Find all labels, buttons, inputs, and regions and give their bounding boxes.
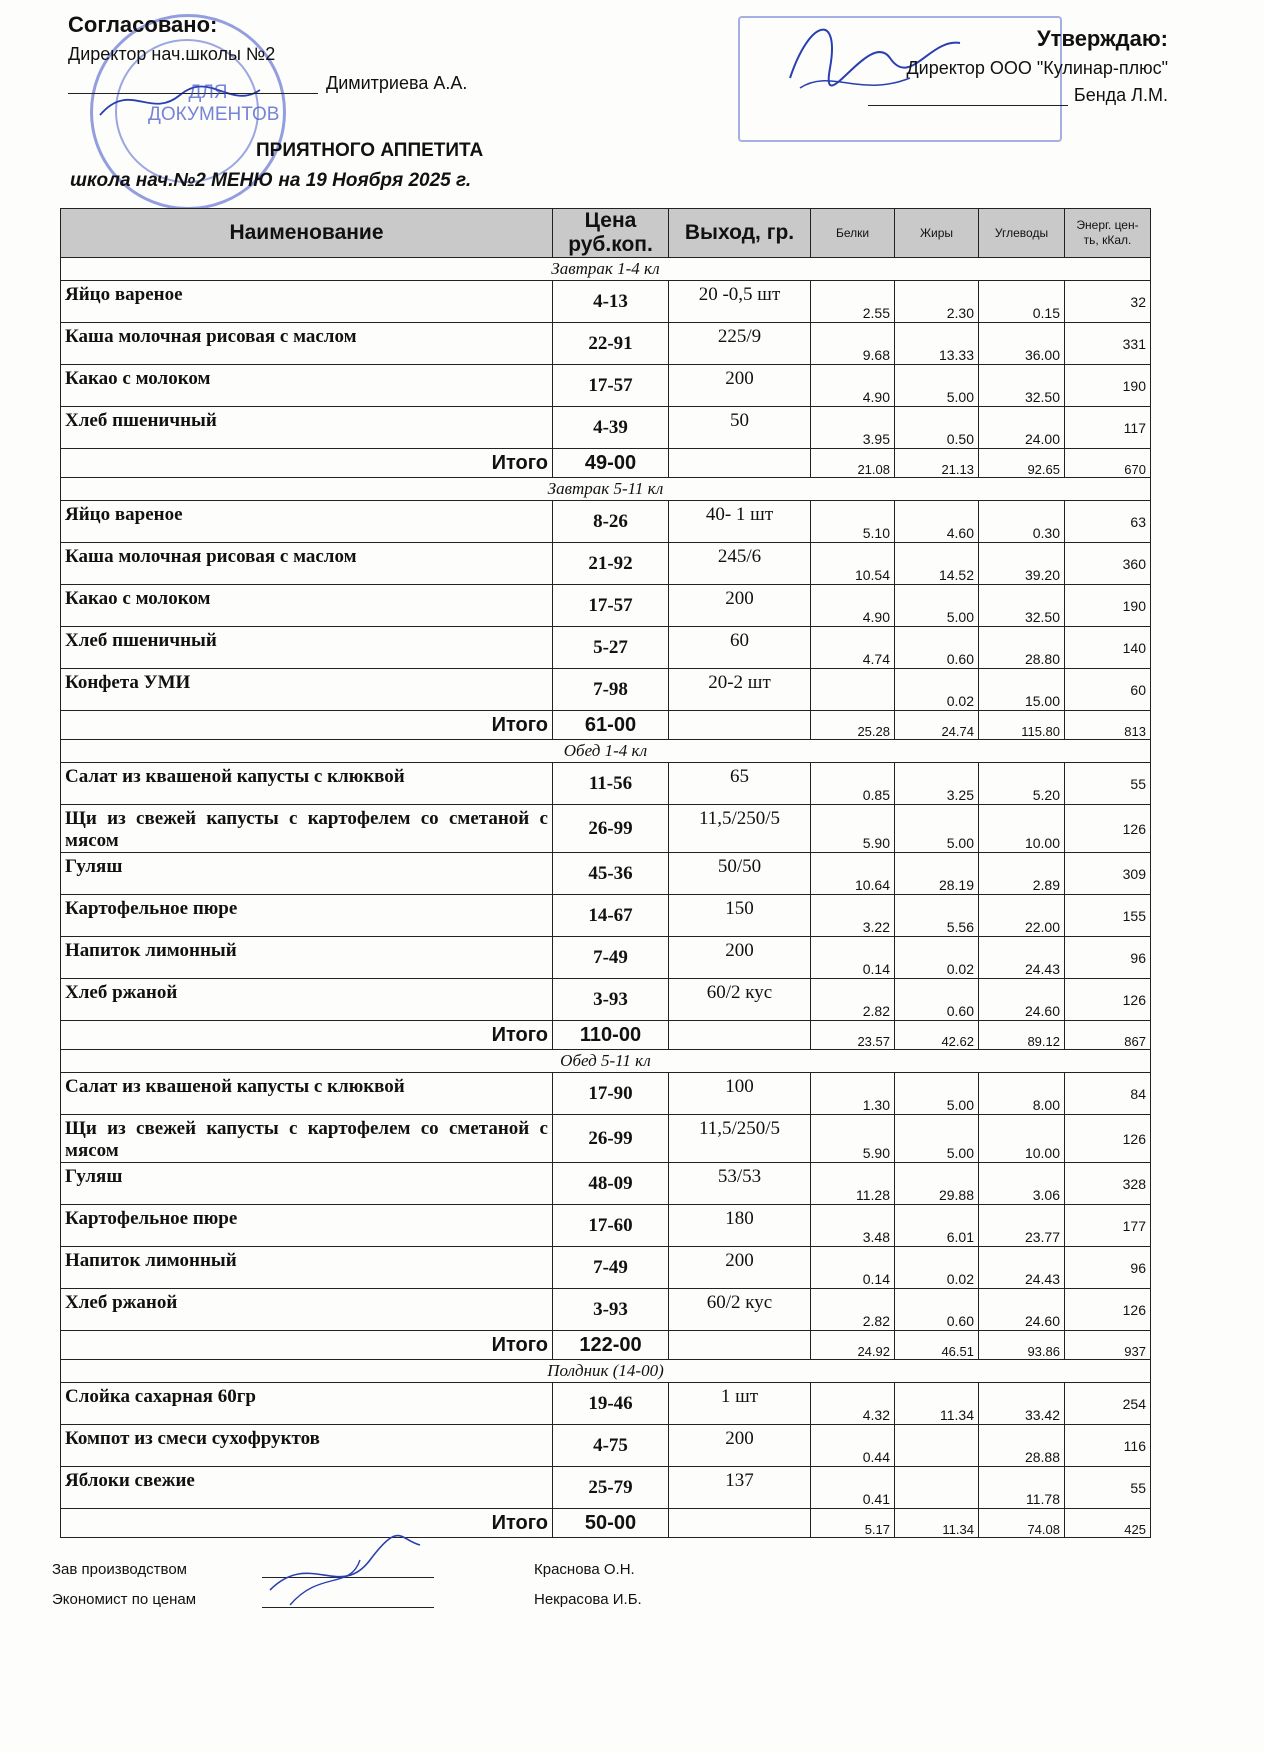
dish-proteins: 5.90 (811, 1115, 895, 1163)
approval-left-title: Согласовано: (68, 12, 218, 37)
total-fats: 21.13 (895, 449, 979, 478)
dish-carbs: 2.89 (979, 853, 1065, 895)
footer-role: Зав производством (52, 1561, 187, 1578)
dish-output: 225/9 (669, 323, 811, 365)
dish-energy: 254 (1065, 1383, 1151, 1425)
dish-carbs: 39.20 (979, 543, 1065, 585)
dish-energy: 190 (1065, 585, 1151, 627)
total-row (61, 1331, 1151, 1360)
dish-output: 50/50 (669, 853, 811, 895)
dish-carbs: 23.77 (979, 1205, 1065, 1247)
total-fats: 24.74 (895, 711, 979, 740)
dish-name: Хлеб пшеничный (61, 407, 553, 449)
approval-left-name: Димитриева А.А. (326, 73, 468, 93)
dish-output: 50 (669, 407, 811, 449)
dish-fats: 2.30 (895, 281, 979, 323)
total-carbs: 92.65 (979, 449, 1065, 478)
dish-energy: 84 (1065, 1073, 1151, 1115)
dish-proteins: 9.68 (811, 323, 895, 365)
dish-output: 11,5/250/5 (669, 805, 811, 853)
dish-fats (895, 1425, 979, 1467)
total-energy: 670 (1065, 449, 1151, 478)
dish-fats: 0.60 (895, 1289, 979, 1331)
table-row (61, 1383, 1151, 1425)
dish-carbs: 24.43 (979, 937, 1065, 979)
dish-proteins: 10.54 (811, 543, 895, 585)
dish-price: 7-49 (553, 1247, 669, 1289)
dish-energy: 126 (1065, 1289, 1151, 1331)
dish-carbs: 5.20 (979, 763, 1065, 805)
approval-right-position: Директор ООО "Кулинар-плюс" (906, 58, 1168, 78)
dish-name: Каша молочная рисовая с маслом (61, 323, 553, 365)
approval-left-position: Директор нач.школы №2 (68, 44, 276, 64)
dish-carbs: 24.43 (979, 1247, 1065, 1289)
dish-energy: 328 (1065, 1163, 1151, 1205)
dish-price: 17-57 (553, 365, 669, 407)
footer-name: Краснова О.Н. (534, 1561, 635, 1578)
total-label: Итого (61, 711, 553, 740)
dish-proteins: 11.28 (811, 1163, 895, 1205)
dish-carbs: 28.80 (979, 627, 1065, 669)
dish-proteins: 4.90 (811, 365, 895, 407)
total-proteins: 25.28 (811, 711, 895, 740)
dish-fats: 0.02 (895, 669, 979, 711)
stamp-text: ДЛЯ ДОКУМЕНТОВ (148, 82, 280, 125)
dish-name: Конфета УМИ (61, 669, 553, 711)
table-row (61, 627, 1151, 669)
dish-name: Напиток лимонный (61, 1247, 553, 1289)
dish-energy: 155 (1065, 895, 1151, 937)
dish-price: 8-26 (553, 501, 669, 543)
total-label: Итого (61, 1509, 553, 1538)
dish-proteins: 5.10 (811, 501, 895, 543)
col-output: Выход, гр. (669, 209, 811, 258)
total-carbs: 89.12 (979, 1021, 1065, 1050)
dish-proteins: 1.30 (811, 1073, 895, 1115)
dish-price: 5-27 (553, 627, 669, 669)
dish-energy: 55 (1065, 1467, 1151, 1509)
table-row (61, 979, 1151, 1021)
total-carbs: 93.86 (979, 1331, 1065, 1360)
section-row (61, 1360, 1151, 1383)
col-carbs: Углеводы (979, 209, 1065, 258)
dish-output: 200 (669, 1425, 811, 1467)
table-row (61, 805, 1151, 853)
total-row (61, 1509, 1151, 1538)
dish-fats: 5.00 (895, 805, 979, 853)
dish-fats: 5.00 (895, 1073, 979, 1115)
dish-output: 40- 1 шт (669, 501, 811, 543)
total-price: 122-00 (553, 1331, 669, 1360)
table-row (61, 1247, 1151, 1289)
dish-energy: 126 (1065, 979, 1151, 1021)
dish-output: 60/2 кус (669, 1289, 811, 1331)
dish-output: 137 (669, 1467, 811, 1509)
dish-output: 150 (669, 895, 811, 937)
dish-carbs: 8.00 (979, 1073, 1065, 1115)
approval-left (68, 12, 588, 125)
dish-energy: 360 (1065, 543, 1151, 585)
dish-fats: 0.02 (895, 1247, 979, 1289)
dish-price: 21-92 (553, 543, 669, 585)
dish-proteins: 0.14 (811, 937, 895, 979)
dish-name: Компот из смеси сухофруктов (61, 1425, 553, 1467)
total-price: 110-00 (553, 1021, 669, 1050)
dish-proteins (811, 669, 895, 711)
section-title: Завтрак 1-4 кл (61, 258, 1151, 281)
dish-price: 19-46 (553, 1383, 669, 1425)
dish-output: 1 шт (669, 1383, 811, 1425)
total-row (61, 711, 1151, 740)
dish-energy: 117 (1065, 407, 1151, 449)
table-header (61, 209, 1151, 258)
total-output (669, 1509, 811, 1538)
table-row (61, 365, 1151, 407)
total-energy: 425 (1065, 1509, 1151, 1538)
dish-name: Какао с молоком (61, 365, 553, 407)
dish-carbs: 10.00 (979, 1115, 1065, 1163)
section-row (61, 1050, 1151, 1073)
dish-price: 4-39 (553, 407, 669, 449)
footer-role: Экономист по ценам (52, 1591, 197, 1608)
section-row (61, 478, 1151, 501)
dish-name: Какао с молоком (61, 585, 553, 627)
dish-output: 11,5/250/5 (669, 1115, 811, 1163)
dish-proteins: 4.90 (811, 585, 895, 627)
table-row (61, 1163, 1151, 1205)
dish-name: Гуляш (61, 1163, 553, 1205)
dish-price: 7-49 (553, 937, 669, 979)
dish-carbs: 0.30 (979, 501, 1065, 543)
menu-subtitle: школа нач.№2 МЕНЮ на 19 Ноября 2025 г. (70, 170, 472, 191)
dish-name: Яйцо вареное (61, 281, 553, 323)
dish-name: Хлеб пшеничный (61, 627, 553, 669)
approval-right-name: Бенда Л.М. (1073, 85, 1168, 105)
table-row (61, 1289, 1151, 1331)
dish-proteins: 2.82 (811, 1289, 895, 1331)
dish-output: 200 (669, 1247, 811, 1289)
dish-fats: 0.60 (895, 979, 979, 1021)
table-row (61, 1073, 1151, 1115)
table-row (61, 1205, 1151, 1247)
dish-price: 45-36 (553, 853, 669, 895)
dish-name: Каша молочная рисовая с маслом (61, 543, 553, 585)
total-price: 50-00 (553, 1509, 669, 1538)
total-energy: 813 (1065, 711, 1151, 740)
dish-carbs: 0.15 (979, 281, 1065, 323)
dish-energy: 96 (1065, 1247, 1151, 1289)
total-label: Итого (61, 1021, 553, 1050)
table-row (61, 1467, 1151, 1509)
dish-proteins: 10.64 (811, 853, 895, 895)
dish-price: 17-90 (553, 1073, 669, 1115)
dish-fats: 29.88 (895, 1163, 979, 1205)
dish-energy: 32 (1065, 281, 1151, 323)
footer-name: Некрасова И.Б. (534, 1591, 642, 1608)
total-fats: 42.62 (895, 1021, 979, 1050)
dish-fats: 4.60 (895, 501, 979, 543)
dish-name: Яблоки свежие (61, 1467, 553, 1509)
table-row (61, 281, 1151, 323)
dish-price: 4-13 (553, 281, 669, 323)
section-row (61, 740, 1151, 763)
dish-proteins: 4.74 (811, 627, 895, 669)
total-output (669, 711, 811, 740)
dish-price: 4-75 (553, 1425, 669, 1467)
total-fats: 11.34 (895, 1509, 979, 1538)
dish-energy: 140 (1065, 627, 1151, 669)
signature-line (868, 87, 1068, 106)
dish-fats: 28.19 (895, 853, 979, 895)
dish-fats: 0.60 (895, 627, 979, 669)
dish-carbs: 28.88 (979, 1425, 1065, 1467)
col-fats: Жиры (895, 209, 979, 258)
dish-carbs: 10.00 (979, 805, 1065, 853)
section-title: Обед 5-11 кл (61, 1050, 1151, 1073)
dish-name: Картофельное пюре (61, 895, 553, 937)
dish-output: 200 (669, 937, 811, 979)
total-carbs: 74.08 (979, 1509, 1065, 1538)
section-row (61, 258, 1151, 281)
menu-title: ПРИЯТНОГО АППЕТИТА (256, 140, 484, 161)
total-energy: 937 (1065, 1331, 1151, 1360)
dish-price: 17-60 (553, 1205, 669, 1247)
menu-table (60, 208, 1151, 1538)
section-title: Обед 1-4 кл (61, 740, 1151, 763)
total-price: 49-00 (553, 449, 669, 478)
dish-fats: 13.33 (895, 323, 979, 365)
dish-carbs: 24.60 (979, 1289, 1065, 1331)
dish-price: 48-09 (553, 1163, 669, 1205)
total-row (61, 1021, 1151, 1050)
dish-carbs: 33.42 (979, 1383, 1065, 1425)
total-output (669, 1021, 811, 1050)
dish-carbs: 36.00 (979, 323, 1065, 365)
section-title: Завтрак 5-11 кл (61, 478, 1151, 501)
table-row (61, 1115, 1151, 1163)
dish-price: 26-99 (553, 1115, 669, 1163)
table-row (61, 407, 1151, 449)
dish-output: 53/53 (669, 1163, 811, 1205)
dish-proteins: 2.55 (811, 281, 895, 323)
col-name: Наименование (61, 209, 553, 258)
dish-proteins: 2.82 (811, 979, 895, 1021)
total-price: 61-00 (553, 711, 669, 740)
dish-proteins: 3.48 (811, 1205, 895, 1247)
dish-name: Слойка сахарная 60гр (61, 1383, 553, 1425)
dish-output: 65 (669, 763, 811, 805)
dish-energy: 331 (1065, 323, 1151, 365)
dish-proteins: 0.14 (811, 1247, 895, 1289)
dish-name: Напиток лимонный (61, 937, 553, 979)
dish-proteins: 3.22 (811, 895, 895, 937)
dish-name: Хлеб ржаной (61, 1289, 553, 1331)
dish-proteins: 0.85 (811, 763, 895, 805)
dish-price: 22-91 (553, 323, 669, 365)
section-title: Полдник (14-00) (61, 1360, 1151, 1383)
dish-name: Гуляш (61, 853, 553, 895)
dish-fats: 0.02 (895, 937, 979, 979)
dish-price: 3-93 (553, 979, 669, 1021)
dish-carbs: 24.60 (979, 979, 1065, 1021)
approval-right (868, 26, 1168, 106)
table-row (61, 501, 1151, 543)
dish-name: Картофельное пюре (61, 1205, 553, 1247)
dish-price: 25-79 (553, 1467, 669, 1509)
dish-price: 3-93 (553, 1289, 669, 1331)
table-row (61, 323, 1151, 365)
dish-energy: 126 (1065, 805, 1151, 853)
dish-fats: 5.00 (895, 365, 979, 407)
dish-name: Щи из свежей капусты с картофелем со сметаной с мясом (61, 1115, 553, 1163)
total-row (61, 449, 1151, 478)
col-energy: Энерг. цен-ть, кКал. (1065, 209, 1151, 258)
dish-energy: 116 (1065, 1425, 1151, 1467)
dish-name: Салат из квашеной капусты с клюквой (61, 763, 553, 805)
table-row (61, 669, 1151, 711)
col-price: Цена руб.коп. (553, 209, 669, 258)
dish-energy: 96 (1065, 937, 1151, 979)
dish-output: 245/6 (669, 543, 811, 585)
dish-fats: 5.56 (895, 895, 979, 937)
dish-price: 17-57 (553, 585, 669, 627)
dish-output: 60 (669, 627, 811, 669)
dish-name: Салат из квашеной капусты с клюквой (61, 1073, 553, 1115)
dish-price: 11-56 (553, 763, 669, 805)
dish-carbs: 22.00 (979, 895, 1065, 937)
table-row (61, 853, 1151, 895)
dish-output: 180 (669, 1205, 811, 1247)
dish-energy: 63 (1065, 501, 1151, 543)
dish-energy: 126 (1065, 1115, 1151, 1163)
dish-proteins: 0.41 (811, 1467, 895, 1509)
dish-carbs: 3.06 (979, 1163, 1065, 1205)
dish-name: Яйцо вареное (61, 501, 553, 543)
total-label: Итого (61, 1331, 553, 1360)
dish-fats: 11.34 (895, 1383, 979, 1425)
total-output (669, 1331, 811, 1360)
dish-name: Щи из свежей капусты с картофелем со сметаной с мясом (61, 805, 553, 853)
dish-output: 60/2 кус (669, 979, 811, 1021)
total-fats: 46.51 (895, 1331, 979, 1360)
dish-energy: 55 (1065, 763, 1151, 805)
dish-carbs: 24.00 (979, 407, 1065, 449)
dish-name: Хлеб ржаной (61, 979, 553, 1021)
total-proteins: 21.08 (811, 449, 895, 478)
table-row (61, 543, 1151, 585)
dish-price: 14-67 (553, 895, 669, 937)
table-row (61, 585, 1151, 627)
footer-signature (250, 1530, 430, 1610)
dish-carbs: 11.78 (979, 1467, 1065, 1509)
dish-fats: 5.00 (895, 585, 979, 627)
dish-output: 200 (669, 585, 811, 627)
col-proteins: Белки (811, 209, 895, 258)
table-row (61, 1425, 1151, 1467)
dish-carbs: 32.50 (979, 365, 1065, 407)
dish-output: 20-2 шт (669, 669, 811, 711)
dish-proteins: 4.32 (811, 1383, 895, 1425)
dish-proteins: 5.90 (811, 805, 895, 853)
dish-fats: 3.25 (895, 763, 979, 805)
dish-fats: 6.01 (895, 1205, 979, 1247)
dish-energy: 177 (1065, 1205, 1151, 1247)
table-row (61, 763, 1151, 805)
dish-carbs: 32.50 (979, 585, 1065, 627)
dish-output: 200 (669, 365, 811, 407)
table-row (61, 895, 1151, 937)
dish-fats: 14.52 (895, 543, 979, 585)
dish-output: 100 (669, 1073, 811, 1115)
approval-right-title: Утверждаю: (1037, 26, 1168, 51)
dish-price: 7-98 (553, 669, 669, 711)
dish-energy: 60 (1065, 669, 1151, 711)
dish-fats: 5.00 (895, 1115, 979, 1163)
dish-proteins: 0.44 (811, 1425, 895, 1467)
total-carbs: 115.80 (979, 711, 1065, 740)
dish-fats: 0.50 (895, 407, 979, 449)
dish-carbs: 15.00 (979, 669, 1065, 711)
total-energy: 867 (1065, 1021, 1151, 1050)
dish-energy: 309 (1065, 853, 1151, 895)
dish-proteins: 3.95 (811, 407, 895, 449)
total-proteins: 5.17 (811, 1509, 895, 1538)
dish-fats (895, 1467, 979, 1509)
dish-output: 20 -0,5 шт (669, 281, 811, 323)
total-label: Итого (61, 449, 553, 478)
total-proteins: 24.92 (811, 1331, 895, 1360)
table-row (61, 937, 1151, 979)
total-proteins: 23.57 (811, 1021, 895, 1050)
total-output (669, 449, 811, 478)
dish-price: 26-99 (553, 805, 669, 853)
dish-energy: 190 (1065, 365, 1151, 407)
